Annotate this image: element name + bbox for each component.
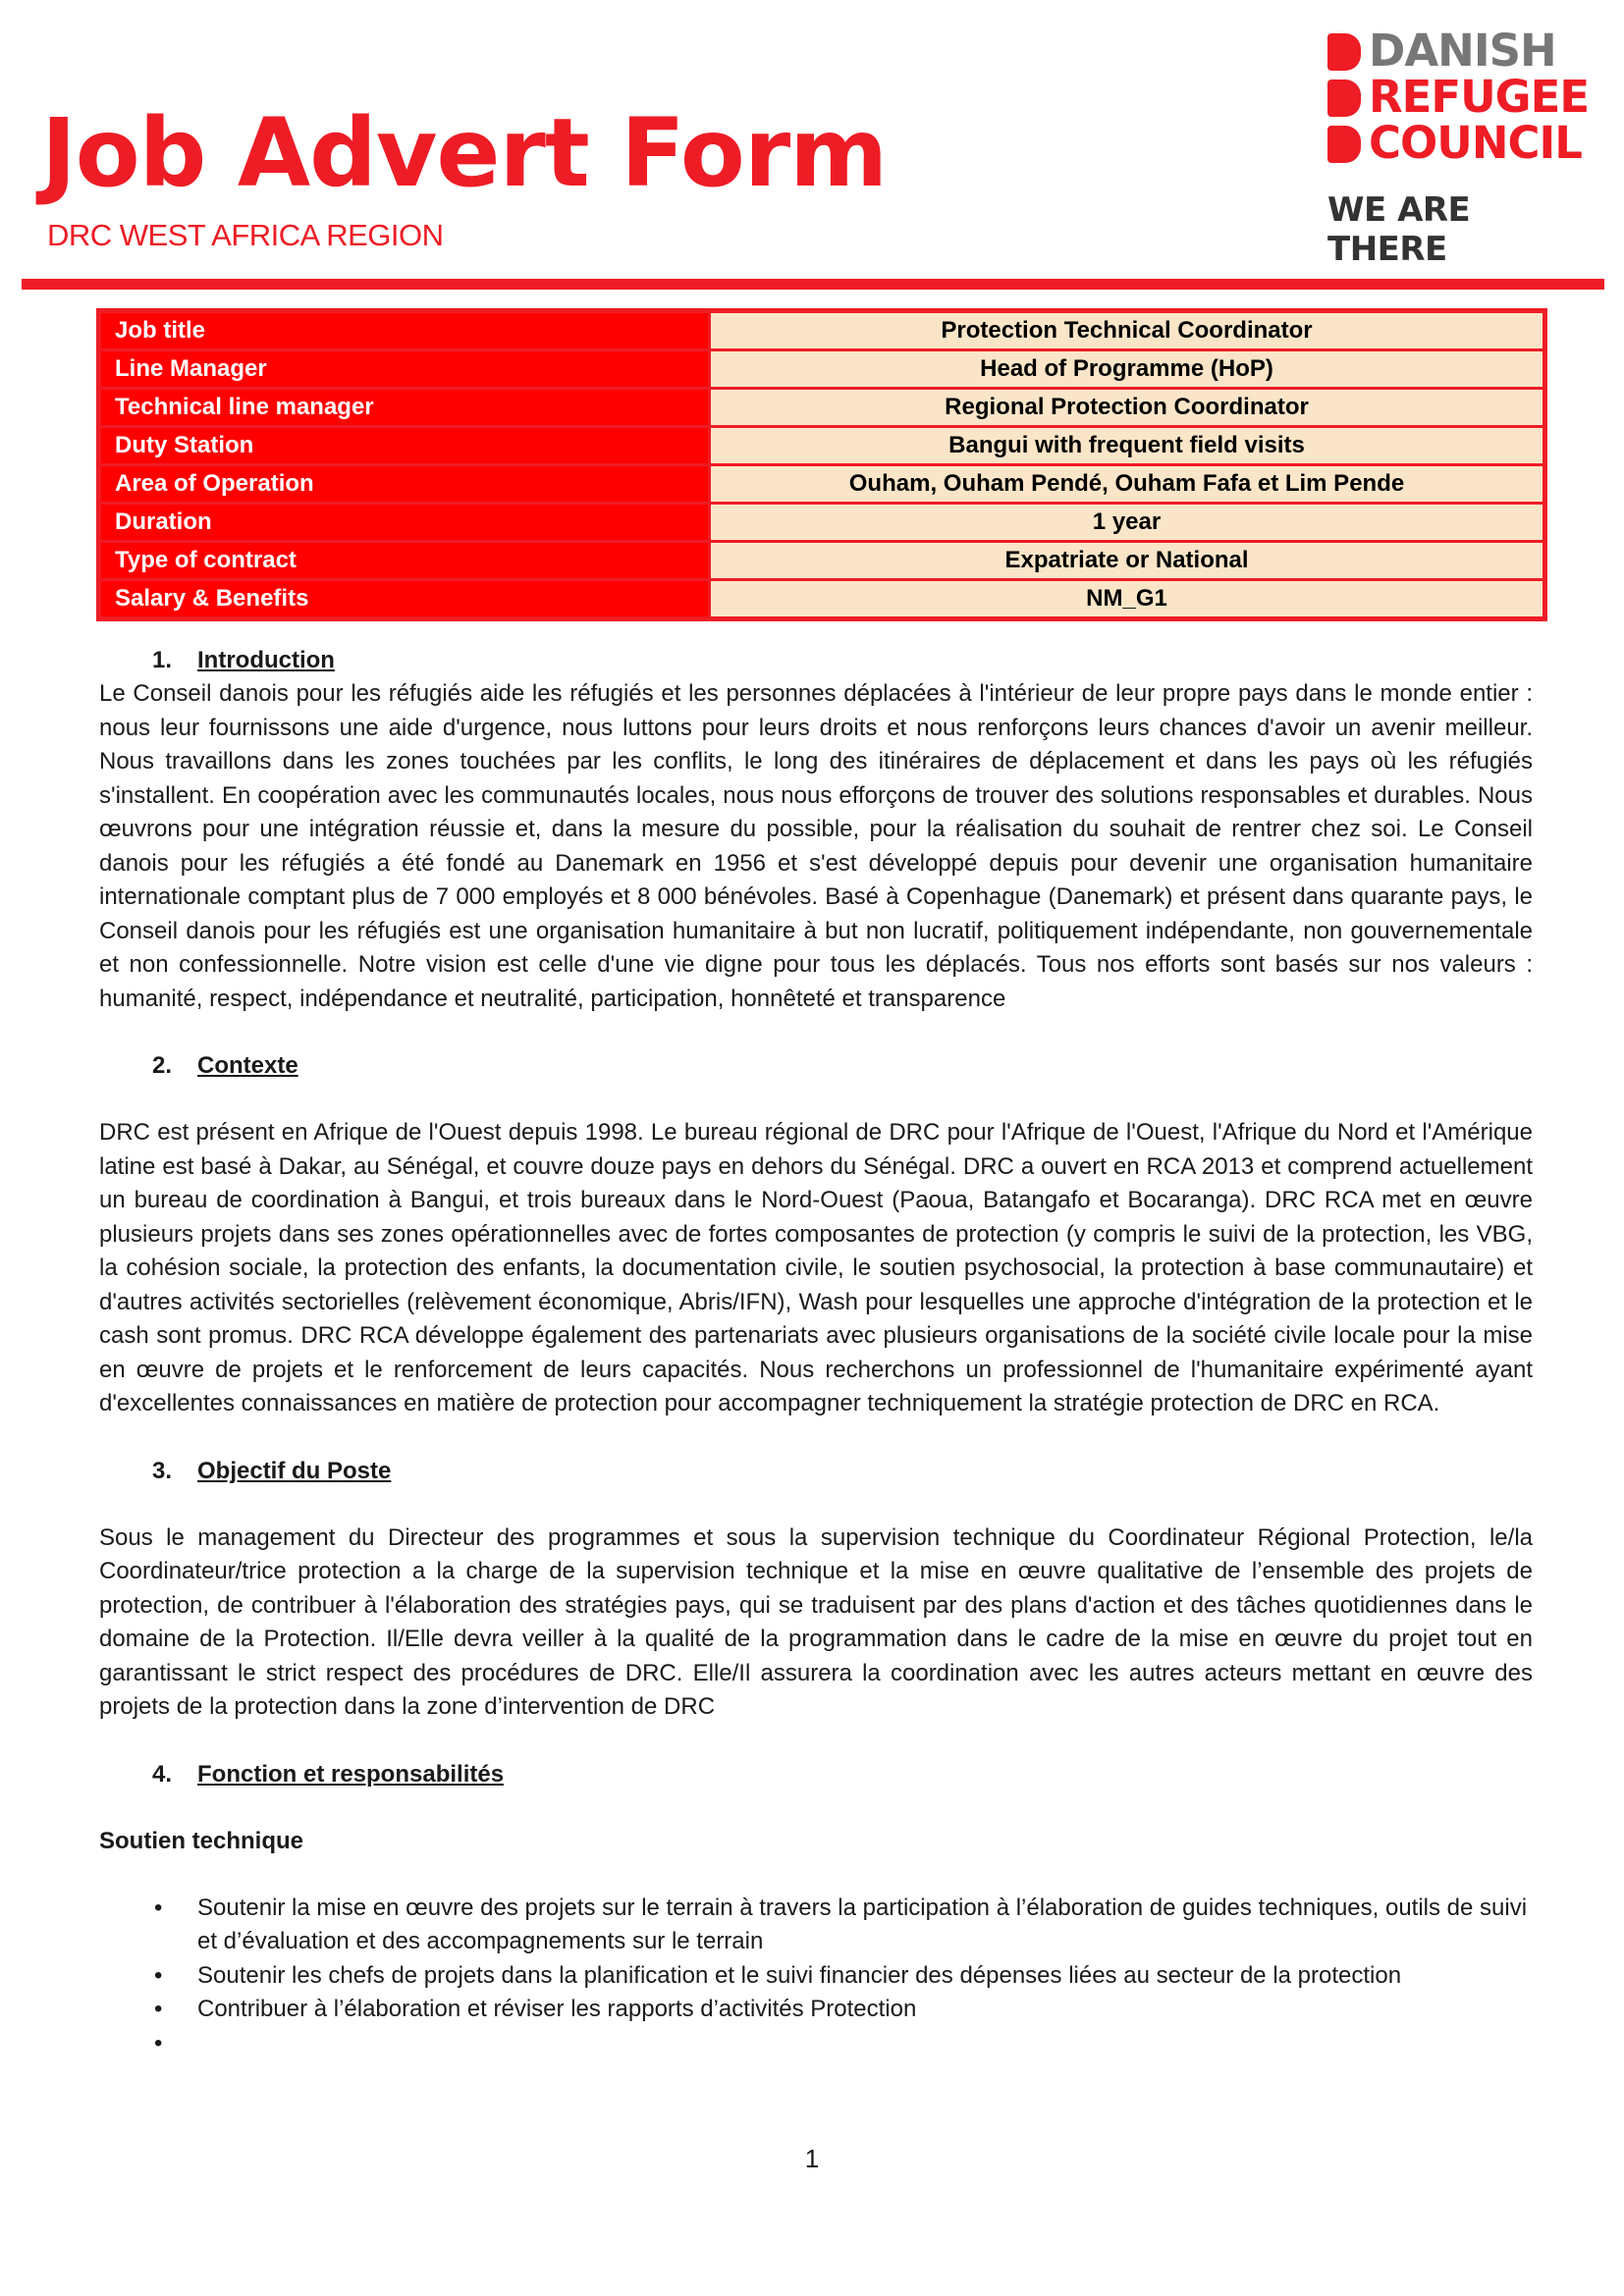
logo-line-refugee: REFUGEE xyxy=(1369,71,1590,123)
main-content xyxy=(99,644,1533,2060)
section-title: Fonction et responsabilités xyxy=(197,1760,505,1788)
row-label: Type of contract xyxy=(101,543,708,578)
bullet-icon: • xyxy=(154,2029,163,2056)
table-row xyxy=(101,313,1543,348)
page-number: 1 xyxy=(804,2144,820,2173)
drc-logo xyxy=(1327,25,1590,269)
section-number: 4. xyxy=(152,1760,173,1788)
section-heading-introduction xyxy=(152,644,1533,677)
responsibilities-list xyxy=(99,1892,1533,2061)
table-row xyxy=(101,543,1543,578)
bullet-icon: • xyxy=(154,1894,163,1921)
list-item-text: Contribuer à l’élaboration et réviser les rapports d’activités Protection xyxy=(197,1996,917,2022)
table-row xyxy=(101,466,1543,502)
section-number: 2. xyxy=(152,1052,173,1079)
bullet-icon: • xyxy=(154,1961,163,1989)
row-value: Bangui with frequent field visits xyxy=(711,428,1543,463)
row-value: Ouham, Ouham Pendé, Ouham Fafa et Lim Pende xyxy=(711,466,1543,502)
row-label: Duration xyxy=(101,505,708,540)
section-title: Contexte xyxy=(197,1052,298,1079)
table-row xyxy=(101,428,1543,463)
objectif-text: Sous le management du Directeur des programmes et sous la supervision technique du Coordinateur Régional Protection, le/la Coordinateur/trice protection a la charge de la supervision technique et la mise en œuvre qualitative de l’ensemble des projets de protection, de contribuer à l'élaboration des stratégies pays, qui se traduisent par des plans d'action et des tâches quotidiennes dans le domaine de la Protection. Il/Elle devra veiller à la qualité de la programmation dans le cadre de la mise en œuvre du projet tout en garantissant le strict respect des procédures de DRC. Elle/Il assurera la coordination avec les autres acteurs mettant en œuvre des projets de la protection dans la zone d’intervention de DRC xyxy=(99,1523,1533,1720)
row-value: Expatriate or National xyxy=(711,543,1543,578)
job-details-table xyxy=(96,308,1547,621)
section-heading-fonction xyxy=(152,1758,1533,1791)
row-label: Line Manager xyxy=(101,351,708,387)
row-label: Salary & Benefits xyxy=(101,581,708,616)
section-number: 3. xyxy=(152,1457,173,1484)
table-row xyxy=(101,351,1543,387)
header-divider xyxy=(22,279,1604,290)
section-heading-contexte xyxy=(152,1049,1533,1083)
row-value: Regional Protection Coordinator xyxy=(711,390,1543,425)
table-row xyxy=(101,505,1543,540)
page-subtitle: DRC WEST AFRICA REGION xyxy=(47,218,444,252)
list-item xyxy=(99,2027,1533,2061)
row-label: Duty Station xyxy=(101,428,708,463)
section-heading-objectif xyxy=(152,1455,1533,1488)
list-item-text: Soutenir la mise en œuvre des projets sur le terrain à travers la participation à l’élaboration de guides techniques, outils de suivi et d’évaluation et des accompagnements sur le terrain xyxy=(197,1894,1528,1954)
row-value: Head of Programme (HoP) xyxy=(711,351,1543,387)
list-item xyxy=(99,1892,1533,1959)
logo-line-danish: DANISH xyxy=(1369,25,1556,77)
contexte-text: DRC est présent en Afrique de l'Ouest depuis 1998. Le bureau régional de DRC pour l'Afrique de l'Ouest, l'Afrique du Nord et l'Amérique latine est basé à Dakar, au Sénégal, et couvre douze pays en dehors du Sénégal. DRC a ouvert en RCA 2013 et comprend actuellement un bureau de coordination à Bangui, et trois bureaux dans le Nord-Ouest (Paoua, Batangafo et Bocaranga). DRC RCA met en œuvre plusieurs projets dans ses zones opérationnelles avec de fortes composantes de protection (y compris le suivi de la protection, les VBG, la cohésion sociale, la protection des enfants, la documentation civile, le soutien psychosocial, la protection à base communautaire) et d'autres activités sectorielles (relèvement économique, Abris/IFN), Wash pour lesquelles une approche d'intégration de la protection et le cash sont promus. DRC RCA développe également des partenariats avec plusieurs organisations de la société civile locale pour la mise en œuvre de projets et le renforcement de leurs capacités. Nous recherchons un professionnel de l'humanitaire expérimenté ayant d'excellentes connaissances en matière de protection pour accompagner techniquement la stratégie protection de DRC en RCA. xyxy=(99,1119,1533,1416)
list-item-text: Soutenir les chefs de projets dans la planification et le suivi financier des dépenses liées au secteur de la protection xyxy=(197,1961,1402,1989)
page-title: Job Advert Form xyxy=(41,98,888,208)
row-value: NM_G1 xyxy=(711,581,1543,616)
list-item xyxy=(99,1993,1533,2027)
list-item xyxy=(99,1959,1533,1994)
row-label: Technical line manager xyxy=(101,390,708,425)
drc-logo-mark xyxy=(1327,33,1361,163)
row-value: 1 year xyxy=(711,505,1543,540)
section-title: Objectif du Poste xyxy=(197,1457,392,1484)
bullet-icon: • xyxy=(154,1996,163,2022)
row-value: Protection Technical Coordinator xyxy=(711,313,1543,348)
introduction-text: Le Conseil danois pour les réfugiés aide les réfugiés et les personnes déplacées à l'intérieur de leur propre pays dans le monde entier : nous leur fournissons une aide d'urgence, nous luttons pour leurs droits et nous renforçons leurs chances d'avoir un avenir meilleur. Nous travaillons dans les zones touchées par les conflits, le long des itinéraires de déplacement et dans les pays où les réfugiés s'installent. En coopération avec les communautés locales, nous nous efforçons de trouver des solutions responsables et durables. Nous œuvrons pour une intégration réussie et, dans la mesure du possible, pour la réalisation du souhait de rentrer chez soi. Le Conseil danois pour les réfugiés a été fondé au Danemark en 1956 et s'est développé depuis pour devenir une organisation humanitaire internationale comptant plus de 7 000 employés et 8 000 bénévoles. Basé à Copenhague (Danemark) et présent dans quarante pays, le Conseil danois pour les réfugiés est une organisation humanitaire à but non lucratif, politiquement indépendante, non gouvernementale et non confessionnelle. Notre vision est celle d'une vie digne pour tous les déplacés. Tous nos efforts sont basés sur nos valeurs : humanité, respect, indépendance et neutralité, participation, honnêteté et transparence xyxy=(99,680,1533,1012)
logo-line-council: COUNCIL xyxy=(1369,117,1582,169)
subheading-soutien-technique: Soutien technique xyxy=(99,1827,304,1854)
row-label: Job title xyxy=(101,313,708,348)
section-number: 1. xyxy=(152,647,173,673)
section-title: Introduction xyxy=(197,647,335,673)
logo-tagline: WE ARE THERE xyxy=(1327,190,1471,269)
row-label: Area of Operation xyxy=(101,466,708,502)
table-row xyxy=(101,390,1543,425)
table-row xyxy=(101,581,1543,616)
